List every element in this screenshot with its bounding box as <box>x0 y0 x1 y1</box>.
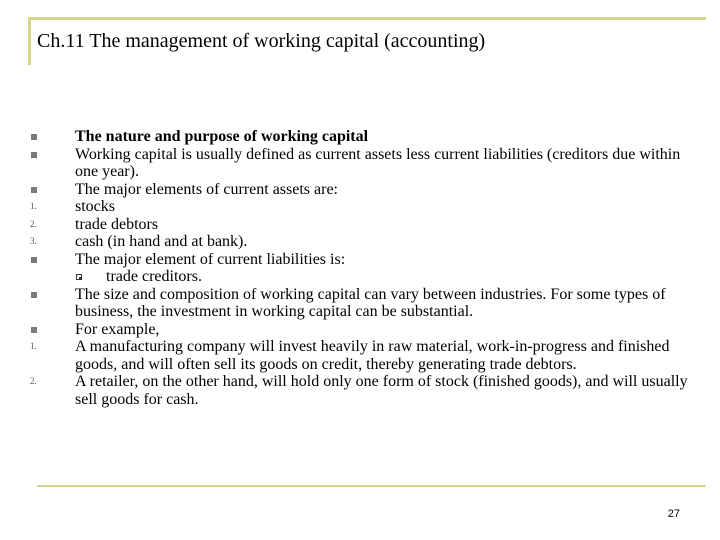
list-item <box>30 268 690 286</box>
item-number: 1. <box>30 341 37 351</box>
page-number: 27 <box>667 508 680 520</box>
list-item <box>30 373 690 408</box>
item-text: The major elements of current assets are: <box>75 180 338 198</box>
list-item <box>30 198 690 216</box>
item-text: stocks <box>75 198 115 215</box>
bullet-marker <box>30 181 75 199</box>
slide-title: Ch.11 The management of working capital (accounting) <box>37 30 486 52</box>
square-bullet-icon <box>31 257 37 263</box>
list-item <box>30 216 690 234</box>
number-marker <box>30 216 75 234</box>
bullet-marker <box>30 321 75 339</box>
list-item <box>30 286 690 321</box>
item-text: The size and composition of working capital can vary between industries. For some types of business, the investment in working capital can be substantial. <box>75 285 666 320</box>
bullet-marker <box>30 286 75 304</box>
item-text: trade debtors <box>75 215 159 233</box>
square-bullet-icon <box>31 327 37 333</box>
item-number: 1. <box>30 201 37 211</box>
item-number: 2. <box>30 218 37 229</box>
number-marker <box>30 338 75 356</box>
bullet-marker <box>30 251 75 269</box>
item-text: A retailer, on the other hand, will hold only one form of stock (finished goods), and will usually sell goods for cash. <box>75 373 688 408</box>
list-item <box>30 251 690 269</box>
square-bullet-icon <box>31 152 37 158</box>
number-marker <box>30 233 75 251</box>
item-text: For example, <box>75 320 160 338</box>
bottom-rule <box>37 485 706 487</box>
item-text: The major element of current liabilities is: <box>75 250 346 268</box>
slide-content <box>30 128 690 408</box>
list-item <box>30 338 690 373</box>
number-marker <box>30 198 75 216</box>
bullet-marker <box>76 268 104 286</box>
item-text: A manufacturing company will invest heavily in raw material, work-in-progress and finished goods, and will often sell its goods on credit, thereby generating trade debtors. <box>75 338 670 373</box>
item-text: Working capital is usually defined as current assets less current liabilities (creditors due within one year). <box>75 145 681 180</box>
bullet-marker <box>30 146 75 164</box>
number-marker <box>30 373 75 391</box>
item-text: trade creditors. <box>106 268 202 285</box>
list-item <box>30 181 690 199</box>
hollow-square-bullet-icon <box>76 274 82 280</box>
item-text: The nature and purpose of working capital <box>75 128 369 145</box>
item-number: 3. <box>30 236 37 246</box>
square-bullet-icon <box>31 187 37 193</box>
list-item <box>30 233 690 251</box>
list-item <box>30 321 690 339</box>
item-text: cash (in hand and at bank). <box>75 233 248 250</box>
square-bullet-icon <box>31 134 37 140</box>
list-item <box>30 128 690 146</box>
square-bullet-icon <box>31 292 37 298</box>
bullet-marker <box>30 128 75 146</box>
list-item <box>30 146 690 181</box>
item-number: 2. <box>30 376 37 386</box>
